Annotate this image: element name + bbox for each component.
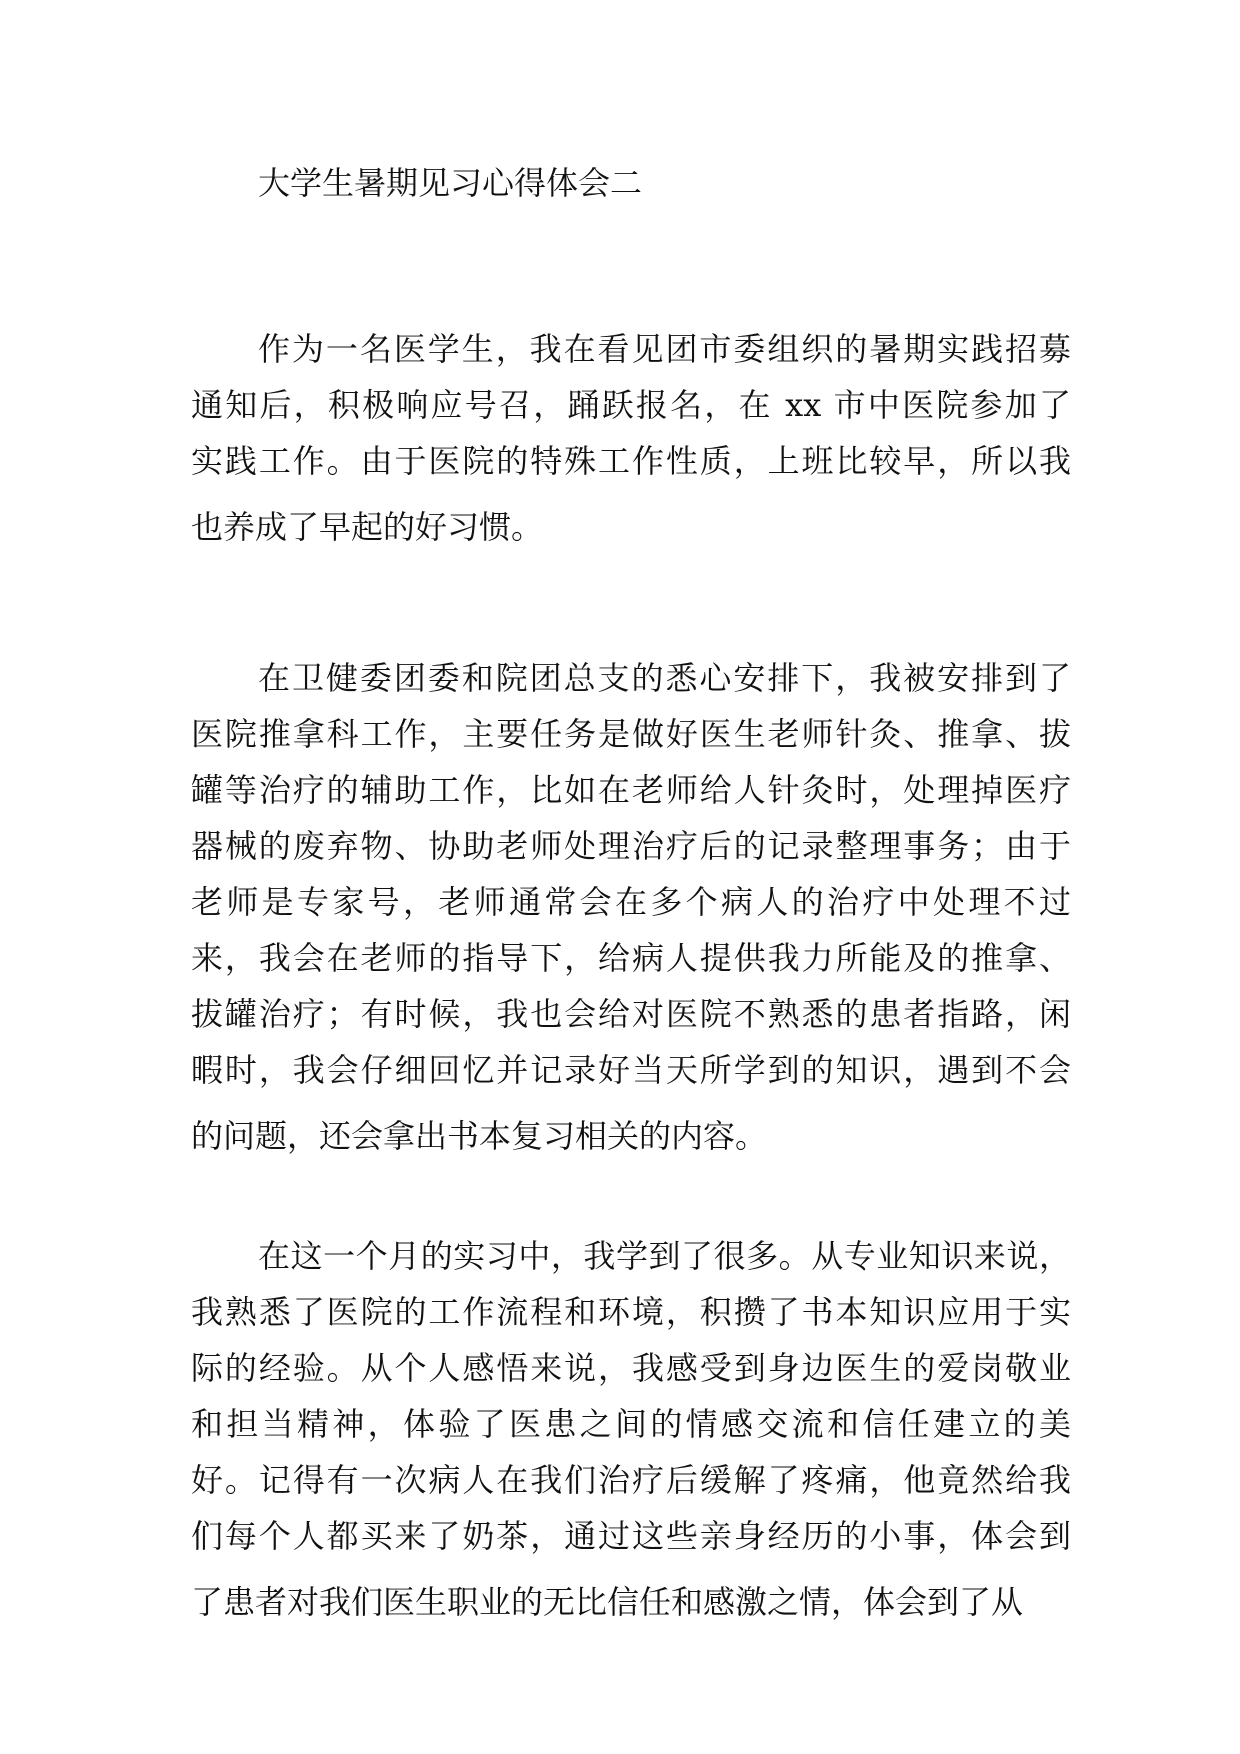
document-title: 大学生暑期见习心得体会二 — [258, 164, 643, 202]
paragraph-line: 我熟悉了医院的工作流程和环境，积攒了书本知识应用于实 — [191, 1293, 1071, 1331]
paragraph-1 — [191, 321, 1071, 555]
paragraph-line: 了患者对我们医生职业的无比信任和感激之情，体会到了从 — [191, 1583, 1024, 1621]
paragraph-line: 通知后，积极响应号召，踊跃报名，在 xx 市中医院参加了 — [191, 386, 1071, 424]
paragraph-line: 作为一名医学生，我在看见团市委组织的暑期实践招募 — [258, 330, 1071, 368]
paragraph-line: 好。记得有一次病人在我们治疗后缓解了疼痛，他竟然给我 — [191, 1461, 1071, 1499]
paragraph-line: 老师是专家号，老师通常会在多个病人的治疗中处理不过 — [191, 883, 1071, 921]
paragraph-line: 实践工作。由于医院的特殊工作性质，上班比较早，所以我 — [191, 442, 1071, 480]
paragraph-line: 也养成了早起的好习惯。 — [191, 508, 544, 546]
paragraph-line: 拔罐治疗；有时候，我也会给对医院不熟悉的患者指路，闲 — [191, 995, 1071, 1033]
paragraph-line: 暇时，我会仔细回忆并记录好当天所学到的知识，遇到不会 — [191, 1051, 1071, 1089]
paragraph-line: 的问题，还会拿出书本复习相关的内容。 — [191, 1117, 768, 1155]
paragraph-line: 罐等治疗的辅助工作，比如在老师给人针灸时，处理掉医疗 — [191, 771, 1071, 809]
paragraph-line: 器械的废弃物、协助老师处理治疗后的记录整理事务；由于 — [191, 827, 1071, 865]
paragraph-line: 来，我会在老师的指导下，给病人提供我力所能及的推拿、 — [191, 939, 1071, 977]
paragraph-line: 医院推拿科工作，主要任务是做好医生老师针灸、推拿、拔 — [191, 715, 1071, 753]
paragraph-line: 们每个人都买来了奶茶，通过这些亲身经历的小事，体会到 — [191, 1517, 1071, 1555]
paragraph-3 — [191, 1228, 1071, 1630]
paragraph-line: 和担当精神，体验了医患之间的情感交流和信任建立的美 — [191, 1405, 1071, 1443]
paragraph-line: 际的经验。从个人感悟来说，我感受到身边医生的爱岗敬业 — [191, 1349, 1071, 1387]
paragraph-line: 在卫健委团委和院团总支的悉心安排下，我被安排到了 — [258, 659, 1071, 697]
paragraph-2 — [191, 650, 1071, 1164]
paragraph-line: 在这一个月的实习中，我学到了很多。从专业知识来说， — [258, 1237, 1071, 1275]
